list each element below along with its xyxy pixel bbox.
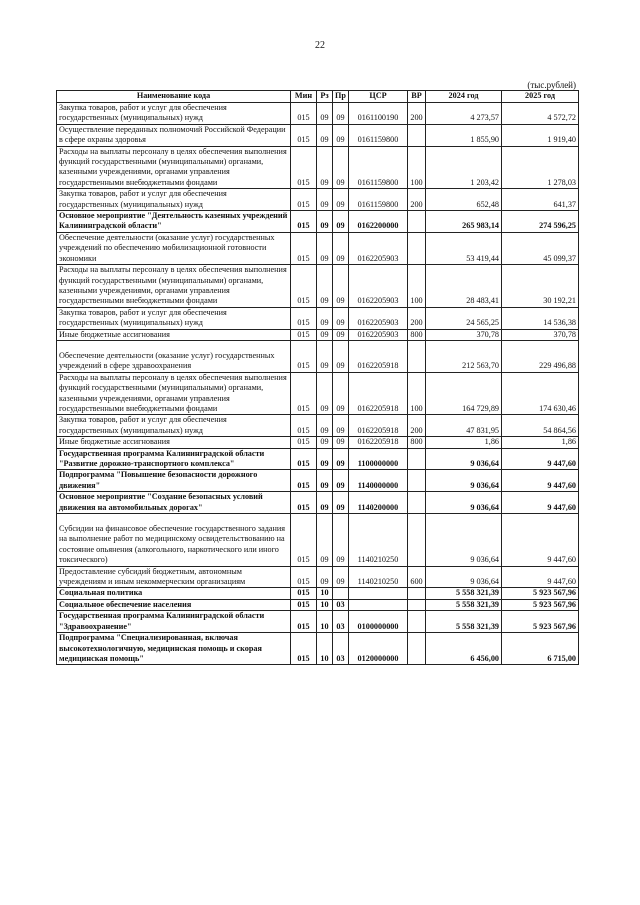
cell-name: Государственная программа Калининградской области "Развитие дорожно-транспортного комплекса"	[57, 448, 291, 470]
table-body	[57, 103, 579, 665]
table-row	[57, 492, 579, 514]
cell-name: Иные бюджетные ассигнования	[57, 329, 291, 340]
cell-pr: 09	[333, 566, 349, 588]
cell-vr: 100	[408, 265, 426, 308]
cell-pr: 09	[333, 307, 349, 329]
cell-csr: 0162205918	[349, 372, 408, 415]
cell-csr: 0162205903	[349, 232, 408, 264]
cell-name: Обеспечение деятельности (оказание услуг) государственных учреждений по обеспечению мобилизационной готовности экономики	[57, 232, 291, 264]
cell-min: 015	[291, 307, 317, 329]
cell-y2024: 164 729,89	[426, 372, 502, 415]
cell-name: Закупка товаров, работ и услуг для обеспечения государственных (муниципальных) нужд	[57, 103, 291, 125]
cell-csr: 0161159800	[349, 124, 408, 146]
cell-csr: 0162205918	[349, 437, 408, 448]
cell-vr: 200	[408, 307, 426, 329]
cell-y2025: 9 447,60	[502, 448, 579, 470]
cell-min: 015	[291, 415, 317, 437]
cell-name: Расходы на выплаты персоналу в целях обеспечения выполнения функций государственными (муниципальными) органами, казенными учреждениями, органами управления государственными внебюджетными фондами	[57, 265, 291, 308]
cell-min: 015	[291, 265, 317, 308]
cell-y2024: 265 983,14	[426, 211, 502, 233]
cell-rz: 09	[317, 340, 333, 372]
cell-pr: 09	[333, 124, 349, 146]
cell-y2025: 5 923 567,96	[502, 588, 579, 599]
cell-vr: 100	[408, 372, 426, 415]
cell-rz: 09	[317, 566, 333, 588]
cell-min: 015	[291, 146, 317, 189]
cell-y2024: 1 855,90	[426, 124, 502, 146]
table-row	[57, 307, 579, 329]
table-row	[57, 415, 579, 437]
cell-rz: 09	[317, 265, 333, 308]
cell-y2025: 641,37	[502, 189, 579, 211]
cell-pr: 03	[333, 633, 349, 665]
table-row	[57, 189, 579, 211]
table-row	[57, 599, 579, 610]
cell-csr: 1100000000	[349, 448, 408, 470]
cell-csr: 0162205903	[349, 307, 408, 329]
cell-min: 015	[291, 448, 317, 470]
cell-y2024: 1 203,42	[426, 146, 502, 189]
cell-pr: 03	[333, 611, 349, 633]
header-2025: 2025 год	[502, 91, 579, 103]
cell-y2024: 9 036,64	[426, 514, 502, 567]
cell-pr: 09	[333, 232, 349, 264]
table-row	[57, 146, 579, 189]
cell-vr	[408, 340, 426, 372]
table-row	[57, 588, 579, 599]
cell-csr: 0161100190	[349, 103, 408, 125]
cell-csr: 0162205918	[349, 415, 408, 437]
cell-name: Закупка товаров, работ и услуг для обеспечения государственных (муниципальных) нужд	[57, 307, 291, 329]
table-header-row	[57, 91, 579, 103]
cell-pr: 09	[333, 492, 349, 514]
cell-vr	[408, 514, 426, 567]
cell-min: 015	[291, 437, 317, 448]
table-row	[57, 103, 579, 125]
cell-csr	[349, 599, 408, 610]
header-vr: ВР	[408, 91, 426, 103]
cell-min: 015	[291, 103, 317, 125]
cell-y2025: 1 278,03	[502, 146, 579, 189]
cell-pr	[333, 588, 349, 599]
cell-min: 015	[291, 232, 317, 264]
cell-rz: 09	[317, 103, 333, 125]
cell-vr: 800	[408, 329, 426, 340]
cell-name: Основное мероприятие "Деятельность казенных учреждений Калининградской области"	[57, 211, 291, 233]
cell-min: 015	[291, 599, 317, 610]
cell-y2025: 54 864,56	[502, 415, 579, 437]
page-number: 22	[315, 40, 325, 51]
cell-y2024: 24 565,25	[426, 307, 502, 329]
cell-min: 015	[291, 633, 317, 665]
cell-rz: 09	[317, 232, 333, 264]
cell-y2024: 4 273,57	[426, 103, 502, 125]
cell-rz: 09	[317, 492, 333, 514]
cell-rz: 09	[317, 189, 333, 211]
cell-rz: 09	[317, 124, 333, 146]
cell-y2024: 47 831,95	[426, 415, 502, 437]
cell-csr: 0161159800	[349, 146, 408, 189]
cell-rz: 09	[317, 437, 333, 448]
cell-csr: 0100000000	[349, 611, 408, 633]
cell-y2025: 229 496,88	[502, 340, 579, 372]
cell-y2025: 30 192,21	[502, 265, 579, 308]
cell-rz: 09	[317, 146, 333, 189]
cell-name: Закупка товаров, работ и услуг для обеспечения государственных (муниципальных) нужд	[57, 415, 291, 437]
cell-min: 015	[291, 514, 317, 567]
cell-pr: 09	[333, 265, 349, 308]
cell-y2024: 652,48	[426, 189, 502, 211]
header-pr: Пр	[333, 91, 349, 103]
cell-vr	[408, 492, 426, 514]
cell-pr: 03	[333, 599, 349, 610]
cell-min: 015	[291, 566, 317, 588]
cell-pr: 09	[333, 189, 349, 211]
cell-y2024: 53 419,44	[426, 232, 502, 264]
cell-name: Государственная программа Калининградской области "Здравоохранение"	[57, 611, 291, 633]
cell-csr: 1140000000	[349, 470, 408, 492]
cell-name: Подпрограмма "Специализированная, включая высокотехнологичную, медицинская помощь и скорая медицинская помощь"	[57, 633, 291, 665]
cell-name: Основное мероприятие "Создание безопасных условий движения на автомобильных дорогах"	[57, 492, 291, 514]
cell-pr: 09	[333, 211, 349, 233]
cell-y2025: 5 923 567,96	[502, 611, 579, 633]
header-name: Наименование кода	[57, 91, 291, 103]
cell-pr: 09	[333, 372, 349, 415]
cell-y2024: 5 558 321,39	[426, 611, 502, 633]
cell-csr: 1140210250	[349, 566, 408, 588]
table-row	[57, 340, 579, 372]
cell-y2025: 1 919,40	[502, 124, 579, 146]
cell-min: 015	[291, 492, 317, 514]
cell-pr: 09	[333, 415, 349, 437]
cell-name: Расходы на выплаты персоналу в целях обеспечения выполнения функций государственными (муниципальными) органами, казенными учреждениями, органами управления государственными внебюджетными фондами	[57, 372, 291, 415]
cell-min: 015	[291, 611, 317, 633]
cell-y2025: 4 572,72	[502, 103, 579, 125]
table-row	[57, 448, 579, 470]
table-row	[57, 437, 579, 448]
cell-name: Обеспечение деятельности (оказание услуг) государственных учреждений в сфере здравоохранения	[57, 340, 291, 372]
cell-min: 015	[291, 124, 317, 146]
cell-csr	[349, 588, 408, 599]
cell-y2025: 1,86	[502, 437, 579, 448]
cell-min: 015	[291, 329, 317, 340]
cell-y2024: 9 036,64	[426, 492, 502, 514]
header-min: Мин	[291, 91, 317, 103]
cell-name: Социальное обеспечение населения	[57, 599, 291, 610]
cell-y2024: 6 456,00	[426, 633, 502, 665]
cell-pr: 09	[333, 146, 349, 189]
table-row	[57, 372, 579, 415]
cell-vr	[408, 599, 426, 610]
cell-rz: 09	[317, 307, 333, 329]
cell-rz: 09	[317, 448, 333, 470]
cell-rz: 09	[317, 514, 333, 567]
cell-min: 015	[291, 470, 317, 492]
cell-vr	[408, 232, 426, 264]
cell-y2025: 45 099,37	[502, 232, 579, 264]
cell-pr: 09	[333, 437, 349, 448]
cell-name: Подпрограмма "Повышение безопасности дорожного движения"	[57, 470, 291, 492]
cell-rz: 10	[317, 588, 333, 599]
cell-pr: 09	[333, 340, 349, 372]
cell-vr	[408, 588, 426, 599]
cell-y2024: 5 558 321,39	[426, 599, 502, 610]
cell-rz: 10	[317, 599, 333, 610]
cell-vr	[408, 633, 426, 665]
table-row	[57, 329, 579, 340]
cell-csr: 0162205918	[349, 340, 408, 372]
table-row	[57, 566, 579, 588]
cell-name: Закупка товаров, работ и услуг для обеспечения государственных (муниципальных) нужд	[57, 189, 291, 211]
cell-vr	[408, 470, 426, 492]
cell-y2025: 9 447,60	[502, 492, 579, 514]
cell-pr: 09	[333, 470, 349, 492]
cell-pr: 09	[333, 329, 349, 340]
cell-rz: 09	[317, 329, 333, 340]
cell-name: Осуществление переданных полномочий Российской Федерации в сфере охраны здоровья	[57, 124, 291, 146]
cell-vr	[408, 124, 426, 146]
cell-rz: 10	[317, 611, 333, 633]
cell-min: 015	[291, 189, 317, 211]
cell-vr	[408, 448, 426, 470]
cell-rz: 09	[317, 211, 333, 233]
cell-y2025: 9 447,60	[502, 514, 579, 567]
cell-vr: 100	[408, 146, 426, 189]
cell-pr: 09	[333, 448, 349, 470]
cell-name: Предоставление субсидий бюджетным, автономным учреждениям и иным некоммерческим организациям	[57, 566, 291, 588]
cell-name: Иные бюджетные ассигнования	[57, 437, 291, 448]
cell-min: 015	[291, 340, 317, 372]
cell-rz: 09	[317, 372, 333, 415]
cell-min: 015	[291, 372, 317, 415]
cell-y2024: 370,78	[426, 329, 502, 340]
header-rz: Рз	[317, 91, 333, 103]
cell-csr: 0162205903	[349, 265, 408, 308]
cell-name: Расходы на выплаты персоналу в целях обеспечения выполнения функций государственными (муниципальными) органами, казенными учреждениями, органами управления государственными внебюджетными фондами	[57, 146, 291, 189]
cell-rz: 09	[317, 470, 333, 492]
table-row	[57, 633, 579, 665]
cell-y2024: 212 563,70	[426, 340, 502, 372]
cell-vr: 800	[408, 437, 426, 448]
cell-vr	[408, 211, 426, 233]
cell-y2024: 1,86	[426, 437, 502, 448]
cell-vr: 600	[408, 566, 426, 588]
cell-name: Субсидии на финансовое обеспечение государственного задания на выполнение работ по медицинскому освидетельствованию на состояние опьянения (алкогольного, наркотического или иного токсического)	[57, 514, 291, 567]
table-row	[57, 232, 579, 264]
cell-y2024: 9 036,64	[426, 448, 502, 470]
cell-y2025: 174 630,46	[502, 372, 579, 415]
table-row	[57, 514, 579, 567]
table-row	[57, 470, 579, 492]
cell-csr: 0162200000	[349, 211, 408, 233]
cell-vr: 200	[408, 415, 426, 437]
cell-y2025: 370,78	[502, 329, 579, 340]
cell-rz: 10	[317, 633, 333, 665]
cell-y2024: 5 558 321,39	[426, 588, 502, 599]
cell-pr: 09	[333, 103, 349, 125]
header-csr: ЦСР	[349, 91, 408, 103]
cell-csr: 1140210250	[349, 514, 408, 567]
cell-y2025: 6 715,00	[502, 633, 579, 665]
cell-vr: 200	[408, 103, 426, 125]
cell-vr: 200	[408, 189, 426, 211]
cell-y2024: 28 483,41	[426, 265, 502, 308]
cell-pr: 09	[333, 514, 349, 567]
cell-csr: 0161159800	[349, 189, 408, 211]
cell-y2024: 9 036,64	[426, 566, 502, 588]
cell-y2025: 5 923 567,96	[502, 599, 579, 610]
cell-y2024: 9 036,64	[426, 470, 502, 492]
cell-y2025: 14 536,38	[502, 307, 579, 329]
table-row	[57, 265, 579, 308]
cell-name: Социальная политика	[57, 588, 291, 599]
cell-y2025: 274 596,25	[502, 211, 579, 233]
budget-table	[56, 90, 579, 665]
cell-csr: 0162205903	[349, 329, 408, 340]
header-2024: 2024 год	[426, 91, 502, 103]
cell-rz: 09	[317, 415, 333, 437]
table-row	[57, 124, 579, 146]
cell-min: 015	[291, 588, 317, 599]
units-label: (тыс.рублей)	[527, 80, 576, 90]
table-row	[57, 611, 579, 633]
cell-min: 015	[291, 211, 317, 233]
cell-vr	[408, 611, 426, 633]
table-row	[57, 211, 579, 233]
cell-csr: 1140200000	[349, 492, 408, 514]
cell-y2025: 9 447,60	[502, 470, 579, 492]
cell-y2025: 9 447,60	[502, 566, 579, 588]
cell-csr: 0120000000	[349, 633, 408, 665]
